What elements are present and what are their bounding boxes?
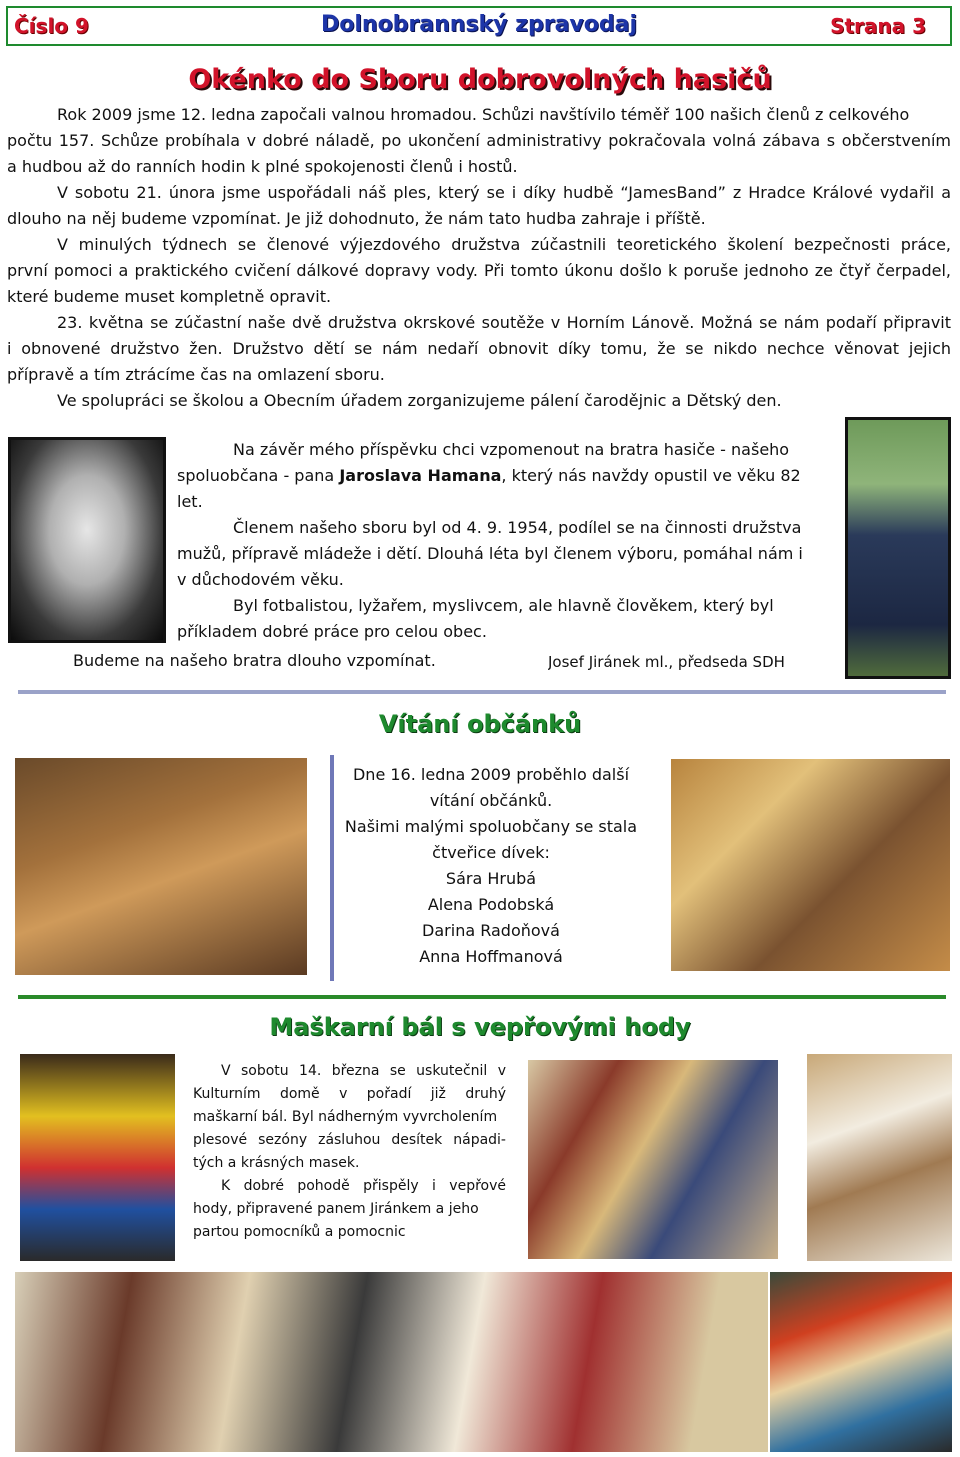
article-line: počtu 157. Schůze probíhala v dobré náladě, po ukončení administrativy pokračovala volná zábava s občerstvením <box>7 131 951 150</box>
masquerade-line: K dobré pohodě přispěly i vepřové <box>221 1178 506 1194</box>
memorial-text-span: spoluobčana - pana <box>177 466 335 485</box>
costumes-photo <box>528 1060 778 1259</box>
welcoming-photo-right <box>671 759 950 971</box>
section-title-firefighters: Okénko do Sboru dobrovolných hasičů <box>188 64 772 95</box>
welcoming-photo-left <box>15 758 307 975</box>
masquerade-group-photo <box>15 1272 768 1452</box>
masquerade-line: plesové sezóny zásluhou desítek nápadi- <box>193 1132 506 1148</box>
article-line: Ve spolupráci se školou a Obecním úřadem zorganizujeme pálení čarodějnic a Dětský den. <box>57 391 782 410</box>
article-line: i obnovené družstvo žen. Družstvo dětí se nám nedaří obnovit díky tomu, že se nikdo nechce věnovat jejich <box>7 339 951 358</box>
section-divider <box>18 995 946 999</box>
article-line: Rok 2009 jsme 12. ledna započali valnou hromadou. Schůzi navštívilo téměř 100 našich členů z celkového <box>57 105 910 124</box>
memorial-line: v důchodovém věku. <box>177 570 344 589</box>
memorial-closing: Budeme na našeho bratra dlouho vzpomínat. <box>73 651 436 670</box>
section-title-welcoming: Vítání občánků <box>378 710 582 738</box>
section-title-masquerade: Maškarní bál s vepřovými hody <box>269 1013 691 1041</box>
honoree-name: Jaroslava Hamana <box>339 466 502 485</box>
memorial-line: Byl fotbalistou, lyžařem, myslivcem, ale hlavně člověkem, který byl <box>233 596 774 615</box>
memorial-line: Členem našeho sboru byl od 4. 9. 1954, podílel se na činnosti družstva <box>233 518 802 537</box>
portrait-photo <box>8 437 166 643</box>
masquerade-table-photo <box>770 1272 952 1452</box>
masquerade-line: maškarní bál. Byl nádherným vyvrcholením <box>193 1109 498 1125</box>
article-line: V sobotu 21. února jsme uspořádali náš ples, který se i díky hudbě “JamesBand” z Hradce Králové vydařil a <box>57 183 951 202</box>
masquerade-line: V sobotu 14. března se uskutečnil v <box>221 1063 506 1079</box>
welcoming-line: vítání občánků. <box>429 791 553 810</box>
firefighters-article <box>7 102 951 414</box>
issue-number: Číslo 9 <box>14 14 89 38</box>
memorial-line: příkladem dobré práce pro celou obec. <box>177 622 487 641</box>
article-line: a hudbou až do ranních hodin k plné spokojenosti členů i hostů. <box>7 157 518 176</box>
welcoming-line: čtveřice dívek: <box>432 843 550 862</box>
welcoming-text <box>320 762 662 970</box>
article-line: dlouho na něj budeme vzpomínat. Je již dohodnuto, že nám tato hudba zahraje i příště. <box>7 209 706 228</box>
welcoming-line: Dne 16. ledna 2009 proběhlo další <box>352 765 630 784</box>
page-number: Strana 3 <box>830 14 926 38</box>
memorial-text-span: , který nás navždy opustil ve věku 82 <box>501 466 801 485</box>
baby-name: Alena Podobská <box>427 895 555 914</box>
memorial-line: let. <box>177 492 203 511</box>
baby-name: Anna Hoffmanová <box>419 947 563 966</box>
memorial-line <box>177 463 837 489</box>
article-line: které budeme muset kompletně opravit. <box>7 287 332 306</box>
memorial-text <box>177 437 837 645</box>
page-header <box>6 6 952 46</box>
baby-name: Sára Hrubá <box>445 869 537 888</box>
masquerade-line: partou pomocníků a pomocnic <box>193 1224 406 1240</box>
memorial-signature: Josef Jiránek ml., předseda SDH <box>548 653 785 671</box>
masquerade-line: tých a krásných masek. <box>193 1155 360 1171</box>
welcoming-line: Našimi malými spoluobčany se stala <box>344 817 638 836</box>
masquerade-line: hody, připravené panem Jiránkem a jeho <box>193 1201 479 1217</box>
firefighter-uniform-photo <box>845 417 951 679</box>
article-line: přípravě a tím ztrácíme čas na omlazení sboru. <box>7 365 385 384</box>
article-line: V minulých týdnech se členové výjezdového družstva zúčastnili teoretického školení bezpečnosti práce, <box>57 235 951 254</box>
memorial-line: mužů, přípravě mládeže i dětí. Dlouhá léta byl členem výboru, pomáhal nám i <box>177 544 803 563</box>
article-line: první pomoci a praktického cvičení dálkové dopravy vody. Při tomto úkonu došlo k poruše jednoho ze čtyř čerpadel, <box>7 261 951 280</box>
memorial-line: Na závěr mého příspěvku chci vzpomenout na bratra hasiče - našeho <box>233 440 790 459</box>
newsletter-title: Dolnobrannský zpravodaj <box>320 12 638 37</box>
masquerade-line: Kulturním domě v pořadí již druhý <box>193 1086 506 1102</box>
clowns-photo <box>20 1054 175 1261</box>
article-line: 23. května se zúčastní naše dvě družstva okrskové soutěže v Horním Lánově. Možná se nám podaří připravit <box>57 313 951 332</box>
maids-costumes-photo <box>807 1054 952 1261</box>
baby-name: Darina Radoňová <box>422 921 560 940</box>
section-divider <box>18 690 946 694</box>
masquerade-text <box>193 1060 506 1244</box>
